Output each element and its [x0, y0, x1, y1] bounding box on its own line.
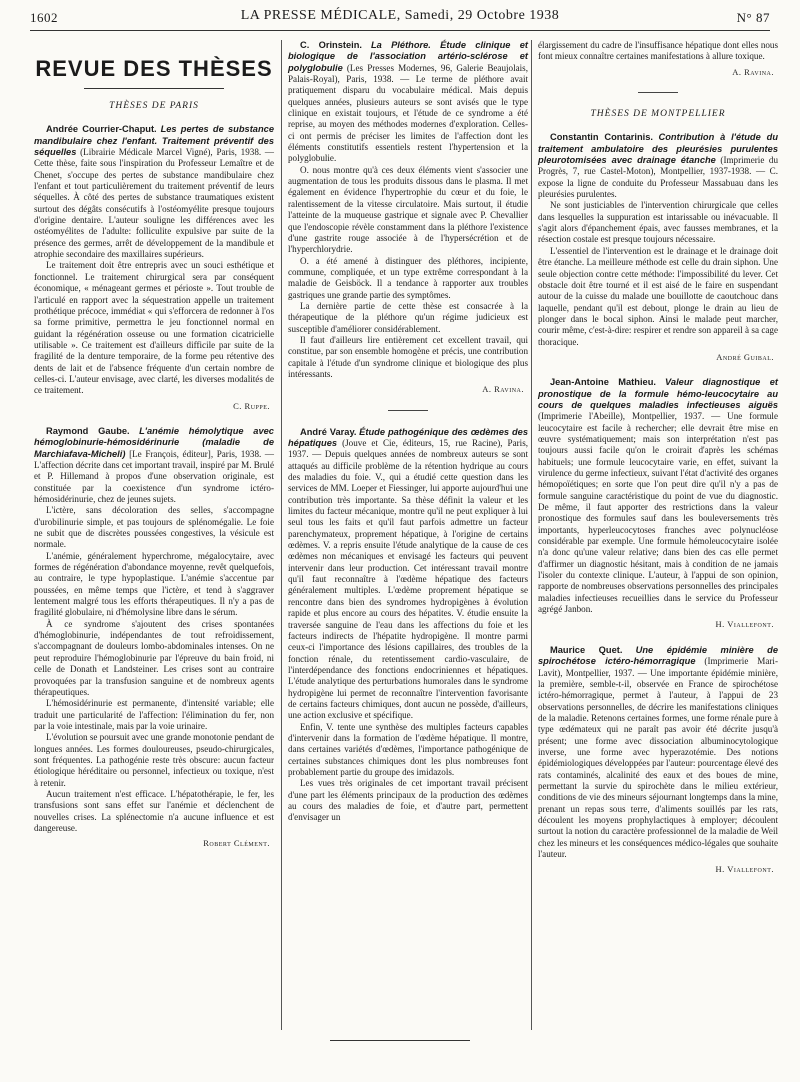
article-author: Andrée Courrier-Chaput. [46, 124, 157, 135]
column-3 [538, 40, 778, 890]
article-heading: Valeur diagnostique et pronostique de la formule hémo-leucocytaire au cours de quelques maladies infectieuses aiguës [538, 377, 778, 410]
article-author: André Varay. [300, 426, 357, 437]
article-lead [34, 124, 274, 260]
article-heading: Contribution à l'étude du traitement ambulatoire des pleurésies purulentes pleurotomisées avec drainage étanche [538, 132, 778, 166]
article-signature: A. Ravina. [732, 66, 774, 77]
article-signature: H. Viallefont. [715, 619, 774, 630]
article-divider [388, 410, 428, 411]
article [34, 426, 274, 850]
column-1 [34, 40, 274, 864]
column-separator [531, 40, 532, 1030]
page-number: 1602 [30, 10, 58, 25]
article-paragraph: La dernière partie de cette thèse est consacrée à la thérapeutique de la pléthore qu'un régime judicieux est susceptible d'améliorer considérablement. [288, 300, 528, 334]
article-divider [638, 92, 678, 93]
article [538, 132, 778, 363]
article-paragraph: élargissement du cadre de l'insuffisance hépatique dont elles nous font mieux connaître certaines manifestations à allure toxique. [538, 40, 778, 62]
article-author: C. Orinstein. [300, 40, 362, 50]
section-heading: THÈSES DE PARIS [109, 101, 199, 111]
article-paragraph: O. nous montre qu'à ces deux éléments vient s'associer une augmentation de tous les produits dissous dans le plasma. Il met également en évidence l'hypertrophie du cœur et du foie, le ralentissement de la vitesse circulatoire. Mais surtout, il étudie l'atteinte de la muqueuse gastrique et signale avec P. Chevallier que l'endoscopie révèle constamment dans la pléthore l'existence d'une gastrite rouge associée à de l'hypersécrétion et de l'hyperchlorydrie. [288, 164, 528, 255]
article-author: Maurice Quet. [550, 644, 623, 655]
article-author: Jean-Antoine Mathieu. [550, 377, 656, 388]
article-paragraph: Les vues très originales de cet important travail précisent d'une part les éléments principaux de la production des œdèmes au cours des maladies de foie, et d'autre part, permettent d'envisager un [288, 778, 528, 823]
article-paragraph: Le traitement doit être entrepris avec un souci esthétique et fonctionnel. Le traitement chirurgical sera par conséquent économique, « ménageant germes et périoste ». Tout trouble de l'articulé en rapport avec la séquestration appelle un traitement prothétique précoce, immédiat « qui s'efforcera de redonner à l'os sa forme primitive, permettra le jeu fonctionnel normal en guidant la régénération osseuse ou une formation cicatricielle utilisable ». Ce traitement est d'ailleurs difficile par suite de la fragilité de la denture temporaire, de la forme peu rétentive des dents de lait et de l'absence fréquente d'un certain nombre de celles-ci. L'auteur envisage, avec clarté, les diverses modalités de ce traitement. [34, 260, 274, 396]
article [538, 645, 778, 876]
article-heading: Les pertes de substance mandibulaire chez l'enfant. Traitement préventif des séquelles [34, 124, 274, 158]
article-paragraph: Il faut d'ailleurs lire entièrement cet excellent travail, qui constitue, par son ensemble homogène et précis, une contribution capitale à l'étude d'un syndrome clinique et biologique des plus intéressants. [288, 334, 528, 379]
article-lead [288, 40, 528, 165]
article-paragraph: À ce syndrome s'ajoutent des crises spontanées d'hémoglobinurie, indépendantes de tout refroidissement, s'accompagnant de douleurs lombo-abdominales intenses. On ne peut reproduire l'hémoglobinurie par l'épreuve du bain froid, ni celle de Donath et Landsteiner. Les crises sont au contraire provoquées par la transfusion sanguine et de nombreux agents thérapeutiques. [34, 618, 274, 697]
article-paragraph: L'évolution se poursuit avec une grande monotonie pendant de longues années. Les formes douloureuses, pseudo-chirurgicales, sont fréquentes. La pathogénie reste très obscure: aucun facteur étiologique héréditaire ou personnel, infectieux ou toxique, n'est à retenir. [34, 732, 274, 788]
title-rule [84, 88, 224, 89]
article-signature: A. Ravina. [482, 384, 524, 395]
article-body: (Imprimerie du Progrès, 7, rue Castel-Moton), Montpellier, 1937-1938. — C. expose la ligne de conduite du Professeur Massabuau dans les pleurésies purulentes. [538, 155, 778, 200]
article-body: (Les Presses Modernes, 96, Galerie Beaujolais, Palais-Royal), Paris, 1938. — Le terme de pléthore avait pratiquement disparu du vocabulaire médical. Mais depuis quelques années, plusieurs auteurs se sont avisés que le type clinique en existait toujours, et l'étude de ce syndrome a été reprise, au moyen des méthodes modernes d'exploration. Celles-ci ont permis de préciser les limites de l'affection dont les éléments constitutifs essentiels restent l'hypertension et la polyglobulie. [288, 62, 528, 164]
article-lead [538, 132, 778, 200]
article-body: (Librairie Médicale Marcel Vigné), Paris, 1938. — Cette thèse, faite sous l'inspiration du Professeur Lemaître et de Chenet, s'occupe des pertes de substance mandibulaire chez l'enfant et tout particulièrement du traitement préventif de leurs séquelles. À côté des pertes de substance traumatiques existent surtout des dégâts consécutifs à l'ostéomyélite presque toujours d'origine dentaire. L'auteur souligne les différences avec les ostéomyélites de l'adulte: folliculite expulsive par suite de la présence des germes, arrêt de développement de la mandibule et atrophie secondaire des maxillaires supérieurs. [34, 147, 274, 260]
article-paragraph: L'anémie, généralement hyperchrome, mégalocytaire, avec formes de régénération d'abondance moyenne, revêt quelquefois, au contraire, le type hypoplastique. L'anémie s'accentue par poussées, en même temps que l'ictère, et tend à s'aggraver lentement malgré tous les efforts thérapeutiques. Il n'y a pas de fragilité globulaire, ni d'hémolysine libre dans le sérum. [34, 550, 274, 618]
article-heading: Une épidémie minière de spirochétose ictéro-hémorragique [538, 644, 778, 667]
article-body: (Imprimerie Mari-Lavit), Montpellier, 1937. — Une importante épidémie minière, la première, semble-t-il, observée en France de spirochétose ictéro-hémorragique, permet à l'auteur, à l'appui de 23 observations personnelles, de décrire les manifestations cliniques de la maladie. Retenons certaines formes, une forme rénale pure à type œdémateux qui ne paraît pas avoir été décrite jusqu'à présent; une forme avec dissociation albuminocytologique inverse, une forme avec hyperazotémie. Des notions épidémiologiques développées par l'auteur: pourcentage élevé des rats contaminés, alcalinité des eaux et des boues de mine, permettant la survie du spirochète dans le milieu extérieur, conditions de vie des mineurs séjournant longtemps dans la mine, prenant un repas sous terre, d'aliments souillés par les rats, découlent les moyens prophylactiques à employer; découlent surtout la notion du caractère professionnel de la maladie de Weil chez les mineurs et les conséquences médico-légales que souhaite l'auteur. [538, 656, 779, 859]
footer-rule [330, 1040, 470, 1041]
column-separator [281, 40, 282, 1030]
article-heading: L'anémie hémolytique avec hémoglobinurie-hémosidérinurie (maladie de Marchiafava-Micheli) [34, 425, 274, 459]
article-author: Raymond Gaube. [46, 425, 130, 436]
article-paragraph: Enfin, V. tente une synthèse des multiples facteurs capables d'intervenir dans la formation de l'œdème hépatique. Il montre, dans certaines variétés d'œdèmes, l'importance pathogénique de certaines substances chimiques dont les plus nombreuses font probablement partie du groupe des imidazols. [288, 721, 528, 777]
section-heading: THÈSES DE MONTPELLIER [590, 109, 726, 120]
article-signature: H. Viallefont. [715, 864, 774, 875]
article-lead [538, 645, 778, 861]
article [288, 40, 528, 396]
article [288, 427, 528, 824]
page-header [30, 8, 770, 28]
article-paragraph: L'essentiel de l'intervention est le drainage et le drainage doit être étanche. La meilleure méthode est celle du drain siphon. Une seule objection contre cette méthode: l'impossibilité du lever. Cet obstacle doit être tourné et il est aisé de le faire en suspendant autour de la cuisse du malade une bouillotte de caoutchouc dans laquelle, pendant qu'il est debout, plonge le drain au lieu de plonger dans le bocal siphon. Ainsi le malade peut marcher, courir même, c'est-à-dire: respirer et rendre son appareil à sa cage thoracique. [538, 245, 778, 347]
page-title: REVUE DES THÈSES [35, 56, 273, 81]
article-lead [538, 377, 778, 615]
article-heading: La Pléthore. Étude clinique et biologique de l'association artério-sclérose et polyglobulie [288, 40, 528, 73]
column-2 [288, 40, 528, 826]
article-paragraph: O. a été amené à distinguer des pléthores, incipiente, commune, compliquée, et un type extrême correspondant à la maladie de Geisböck. Il a tendance à rapporter aux troubles gastriques une grande partie des symptômes. [288, 255, 528, 300]
article-paragraph: Ne sont justiciables de l'intervention chirurgicale que celles dans lesquelles la suppuration est intarissable ou inévacuable. Il s'agit alors d'épanchement épais, avec fausses membranes, et la résection costale est presque toujours nécessaire. [538, 200, 778, 245]
article-paragraph: L'hémosidérinurie est permanente, d'intensité variable; elle traduit une particularité de l'affection: l'élimination du fer, non par la voie intestinale, mais par la voie urinaire. [34, 698, 274, 731]
article-body: (Jouve et Cie, éditeurs, 15, rue Racine), Paris, 1937. — Depuis quelques années de nombreux auteurs se sont attaqués au difficile problème de la rétention hydrique au cours des maladies du foie. V., qui a étudié cette question dans les services de MM. Loeper et Fiessinger, lui apporte aujourd'hui une contribution très importante. Sa thèse définit la valeur et les limites du facteur mécanique, montre qu'il ne peut expliquer à lui seul tous les faits et qu'il faut parfois admettre un facteur parenchymateux, proprement hépatique, à l'origine de certains œdèmes. V. a repris ensuite l'étude analytique de la cause de ces œdèmes non mécaniques et envisagé les facteurs qui peuvent intervenir dans leur production. Cet intéressant travail montre qu'il faut reconnaître à l'œdème hépatique des facteurs généralement multiples. L'œdème proprement hépatique se rencontre dans bien des syndromes hydropigènes à évolution rapide et plus encore au cours des hépatites. V. étudie ensuite la traversée sanguine de l'eau dans les affections du foie et les facteurs indirects de l'hépatite hydropigène. Il montre parmi ceux-ci l'importance des lésions capillaires, des troubles de la fonction rénale, du retentissement cardio-vasculaire, de l'interdépendance des fonctions endocriniennes et hépatiques. L'étude analytique des perturbations humorales dans le syndrome hydropigène lui permet de reconnaître l'intervention favorisante de certains facteurs chimiques, dont aucun ne possède, d'ailleurs, une action exclusive et spécifique. [288, 438, 529, 721]
article-heading: Étude pathogénique des œdèmes des hépatiques [288, 426, 529, 448]
article-continuation [538, 40, 778, 78]
article-paragraph: L'ictère, sans décoloration des selles, s'accompagne d'urobilinurie simple, et pas toujours de splénomégalie. Le foie ne subit que de discrètes poussées congestives, la vésicule est normale. [34, 505, 274, 550]
article-paragraph: Aucun traitement n'est efficace. L'hépatothérapie, le fer, les transfusions sont sans effet sur l'anémie et déclenchent de nouvelles crises. La splénectomie n'a aucune influence et est dangereuse. [34, 788, 274, 833]
publication-title: LA PRESSE MÉDICALE, Samedi, 29 Octobre 1938 [240, 8, 560, 23]
article-lead [34, 426, 274, 505]
article [34, 124, 274, 412]
article-signature: C. Ruppe. [233, 400, 270, 411]
issue-number: N° 87 [736, 10, 770, 25]
article-signature: André Guibal. [716, 351, 774, 362]
header-rule [30, 30, 770, 31]
article-body: [Le François, éditeur], Paris, 1938. — L'affection décrite dans cet important travail, inspiré par M. Brulé et P. Hillemand à propos d'une observation originale, est constituée par la coexistence d'un syndrome ictéro-hémosidérinurie, chez de jeunes sujets. [34, 448, 274, 504]
article-signature: Robert Clément. [203, 838, 270, 849]
article-lead [288, 427, 528, 722]
article-body: (Imprimerie l'Abeille), Montpellier, 1937. — Une formule leucocytaire est facile à rechercher; elle devrait être mise en œuvre systématiquement; mais son interprétation n'est pas toujours aussi facile qu'on le croirait d'après les schémas habituels; une formule leucocytaire varie, en effet, suivant la virulence du germe infectieux, suivant l'état d'activité des organes hémopoïétiques; en sorte que l'on peut dire qu'il n'y a pas de formule sanguine caractéristique du point de vue du diagnostic. De même, il faut apporter des restrictions dans la valeur pronostique des formules sauf dans les bouleversements très importants, hyperleucocytoses franches avec polynucléose considérable par exemple. Une formule hémoleucocytaire isolée n'a donc qu'une valeur relative; dans bien des cas elle permet d'affirmer un diagnostic hésitant, mais à condition de ne jamais l'isoler du contexte clinique. L'auteur, à l'appui de son opinion, rapporte de nombreuses observations personnelles des principales maladies infectieuses recueillies dans le service du Professeur agrégé Janbon. [538, 411, 778, 615]
article [538, 377, 778, 631]
article-author: Constantin Contarinis. [550, 132, 653, 143]
